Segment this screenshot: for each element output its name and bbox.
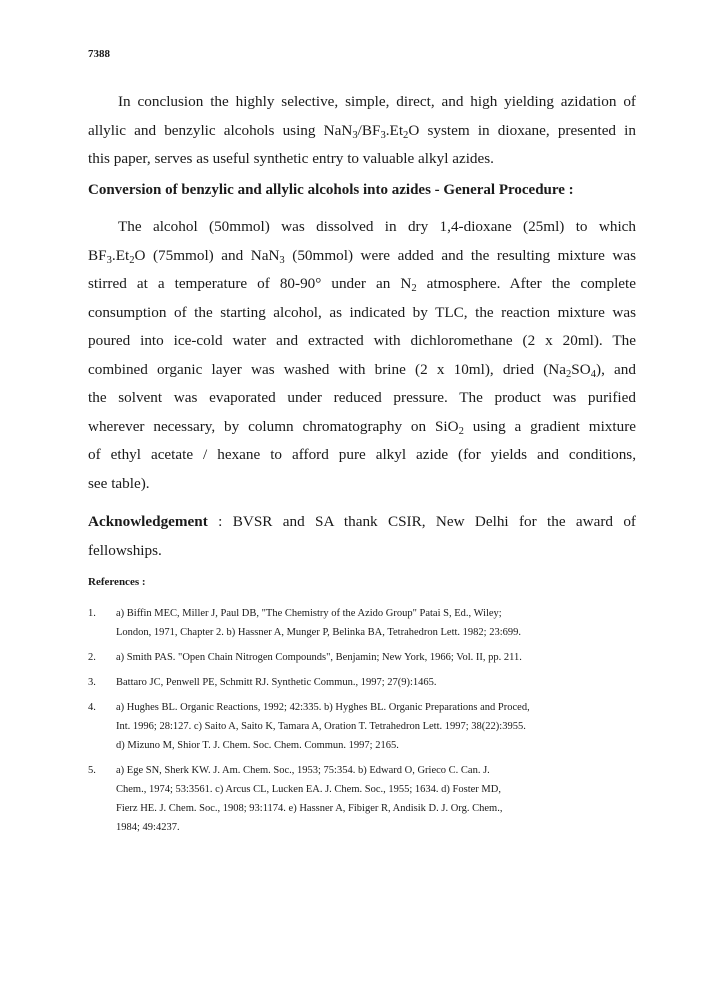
text-line: the solvent was evaporated under reduced pressure. The product was purified	[88, 389, 636, 406]
procedure-heading: Conversion of benzylic and allylic alcohols into azides - General Procedure :	[88, 182, 574, 198]
reference-number: 4.	[88, 702, 96, 713]
text-line: of ethyl acetate / hexane to afford pure alkyl azide (for yields and conditions,	[88, 446, 636, 463]
reference-number: 1.	[88, 608, 96, 619]
reference-line: a) Hughes BL. Organic Reactions, 1992; 42:335. b) Hyghes BL. Organic Preparations and Proced,	[116, 702, 530, 713]
text-line: consumption of the starting alcohol, as indicated by TLC, the reaction mixture was	[88, 303, 636, 321]
reference-line: Fierz HE. J. Chem. Soc., 1908; 93:1174. e) Hassner A, Fibiger R, Andisik D. J. Org. Chem.,	[116, 803, 503, 814]
reference-line: Chem., 1974; 53:3561. c) Arcus CL, Lucken EA. J. Chem. Soc., 1955; 1634. d) Foster MD,	[116, 784, 501, 795]
text-line: combined organic layer was washed with brine (2 x 10ml), dried $(Na_2SO_4)$, and	[88, 360, 636, 380]
text-line: allylic and benzylic alcohols using $NaN_3/BF_3.Et_2O$ system in dioxane, presented in	[88, 121, 636, 141]
procedure-paragraph	[88, 213, 636, 498]
reference-number: 2.	[88, 652, 96, 663]
reference-line: d) Mizuno M, Shior T. J. Chem. Soc. Chem. Commun. 1997; 2165.	[116, 740, 399, 751]
reference-number: 3.	[88, 677, 96, 688]
reference-line: a) Smith PAS. "Open Chain Nitrogen Compounds", Benjamin; New York, 1966; Vol. II, pp. 211.	[116, 652, 522, 663]
references-title: References :	[88, 576, 146, 588]
text-line: this paper, serves as useful synthetic entry to valuable alkyl azides.	[88, 150, 494, 167]
reference-line: Battaro JC, Penwell PE, Schmitt RJ. Synthetic Commun., 1997; 27(9):1465.	[116, 677, 437, 688]
text-line: wherever necessary, by column chromatography on SiO$_2$ using a gradient mixture	[88, 417, 636, 437]
reference-item	[88, 604, 638, 642]
reference-number: 5.	[88, 765, 96, 776]
conclusion-paragraph	[88, 88, 636, 174]
reference-item	[88, 761, 638, 837]
text-line: see table).	[88, 474, 150, 492]
acknowledgement	[88, 508, 636, 565]
reference-item	[88, 648, 638, 667]
reference-item	[88, 698, 638, 755]
reference-line: a) Biffin MEC, Miller J, Paul DB, "The Chemistry of the Azido Group" Patai S, Ed., Wiley;	[116, 608, 502, 619]
text-line: The alcohol (50mmol) was dissolved in dry 1,4-dioxane (25ml) to which	[118, 218, 636, 235]
reference-line: a) Ege SN, Sherk KW. J. Am. Chem. Soc., 1953; 75:354. b) Edward O, Grieco C. Can. J.	[116, 765, 490, 776]
reference-line: London, 1971, Chapter 2. b) Hassner A, Munger P, Belinka BA, Tetrahedron Lett. 1982; 23:699.	[116, 627, 522, 638]
reference-line: Int. 1996; 28:127. c) Saito A, Saito K, Tamara A, Oration T. Tetrahedron Lett. 1997; 38(22):3955.	[116, 721, 526, 732]
text-line: stirred at a temperature of 80-90° under an $N_2$ atmosphere. After the complete	[88, 275, 636, 294]
reference-item	[88, 673, 638, 692]
text-line: fellowships.	[88, 541, 162, 559]
acknowledgement-label: Acknowledgement	[88, 513, 208, 530]
reference-line: 1984; 49:4237.	[116, 822, 180, 833]
text-line: Acknowledgement : BVSR and SA thank CSIR, New Delhi for the award of	[88, 513, 636, 530]
text-line: $BF_3.Et_2O$ (75mmol) and NaN$_3$ (50mmol) were added and the resulting mixture was	[88, 246, 636, 266]
text-line: In conclusion the highly selective, simple, direct, and high yielding azidation of	[118, 93, 636, 110]
text-line: poured into ice-cold water and extracted with dichloromethane (2 x 20ml). The	[88, 332, 636, 349]
page-number: 7388	[88, 48, 110, 60]
references-list	[88, 604, 638, 843]
